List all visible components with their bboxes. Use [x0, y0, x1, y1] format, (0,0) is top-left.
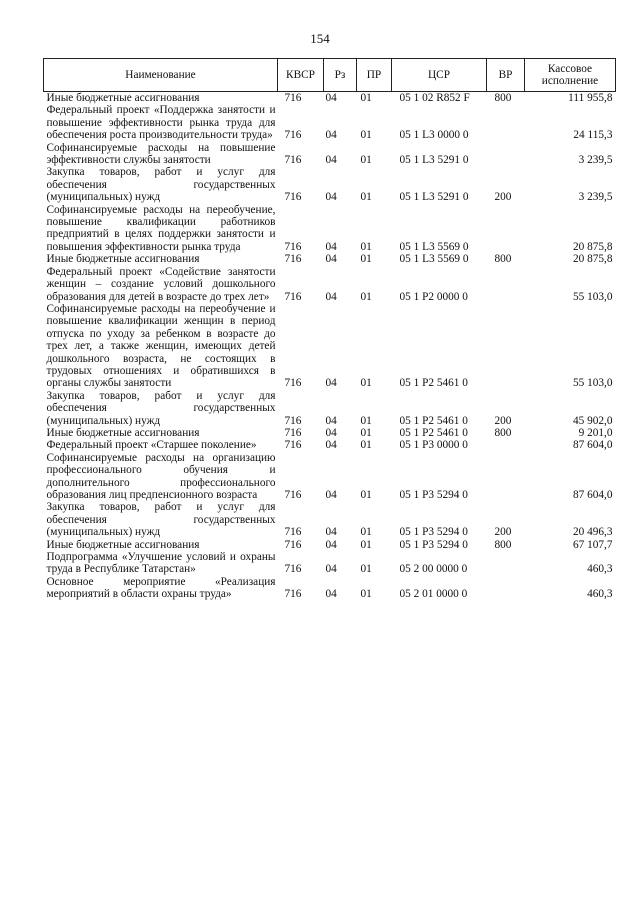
cell-sum: 460,3	[587, 588, 613, 601]
cell-name: Федеральный проект «Поддержка занятости и повышение эффективности рынка труда для обеспечения роста производительности труда»	[46, 104, 276, 142]
cell-vr	[487, 142, 525, 167]
cell-sum: 24 115,3	[573, 129, 613, 142]
cell-name: Софинансируемые расходы на организацию профессионального обучения и дополнительного профессионального образования лиц предпенсионного возраста	[46, 451, 276, 501]
cell-vr	[487, 204, 525, 254]
cell-csr: 05 1 L3 5569 0	[399, 253, 469, 266]
table-row	[44, 439, 616, 451]
cell-name: Закупка товаров, работ и услуг для обеспечения государственных (муниципальных) нужд	[46, 501, 276, 539]
cell-kvsr: 716	[284, 563, 302, 576]
cell-sum: 20 496,3	[572, 526, 613, 539]
cell-pr: 01	[360, 290, 372, 303]
cell-name: Софинансируемые расходы на переобучение, повышение квалификации работников предприятий в целях поддержки занятости и повышения эффективности рынка труда	[46, 203, 276, 253]
cell-vr: 800	[494, 253, 512, 266]
cell-kvsr: 716	[284, 240, 302, 253]
table-row	[44, 166, 616, 203]
cell-rz: 04	[325, 439, 337, 452]
cell-name: Иные бюджетные ассигнования	[46, 426, 200, 439]
cell-sum: 460,3	[587, 563, 613, 576]
cell-csr: 05 1 P2 0000 0	[399, 290, 468, 303]
table-header-row	[44, 59, 616, 92]
table-row	[44, 104, 616, 141]
header-kvsr: КВСР	[278, 59, 324, 92]
cell-kvsr: 716	[284, 439, 302, 452]
cell-vr: 800	[494, 538, 512, 551]
cell-pr: 01	[360, 414, 372, 427]
cell-pr: 01	[360, 489, 372, 501]
header-rz: Рз	[324, 59, 357, 92]
header-name: Наименование	[44, 59, 278, 92]
cell-kvsr: 716	[284, 253, 302, 266]
cell-csr: 05 1 P3 5294 0	[399, 526, 468, 539]
cell-vr	[487, 576, 525, 601]
cell-name: Иные бюджетные ассигнования	[46, 538, 200, 551]
cell-csr: 05 1 P3 5294 0	[399, 538, 468, 551]
cell-pr: 01	[360, 377, 372, 390]
cell-rz: 04	[325, 489, 337, 501]
cell-rz: 04	[325, 253, 337, 266]
cell-kvsr: 716	[284, 489, 302, 501]
cell-rz: 04	[325, 526, 337, 539]
table-row	[44, 576, 616, 601]
cell-name: Закупка товаров, работ и услуг для обеспечения государственных (муниципальных) нужд	[46, 166, 276, 204]
cell-sum: 3 239,5	[578, 191, 613, 204]
cell-name: Иные бюджетные ассигнования	[46, 253, 200, 266]
cell-kvsr: 716	[284, 426, 302, 439]
cell-sum: 87 604,0	[572, 439, 613, 452]
budget-table	[43, 58, 616, 601]
cell-rz: 04	[325, 538, 337, 551]
cell-vr	[487, 104, 525, 141]
cell-rz: 04	[325, 377, 337, 390]
cell-sum: 111 955,8	[568, 92, 613, 104]
cell-csr: 05 1 L3 5291 0	[399, 154, 469, 167]
cell-csr: 05 1 P3 5294 0	[399, 489, 468, 501]
table-row	[44, 539, 616, 551]
cell-sum: 20 875,8	[572, 240, 613, 253]
cell-rz: 04	[325, 563, 337, 576]
header-pr: ПР	[357, 59, 392, 92]
cell-name: Федеральный проект «Старшее поколение»	[46, 439, 257, 452]
cell-pr: 01	[360, 154, 372, 167]
cell-name: Подпрограмма «Улучшение условий и охраны труда в Республике Татарстан»	[46, 551, 276, 576]
table-row	[44, 204, 616, 254]
cell-name: Закупка товаров, работ и услуг для обеспечения государственных (муниципальных) нужд	[46, 389, 276, 427]
cell-name: Софинансируемые расходы на переобучение и повышение квалификации женщин в период отпуска по уходу за ребенком в возрасте до трех лет, а также женщин, имеющих детей дошкольного возраста, не состоящих в трудовых отношениях и обратившихся в органы службы занятости	[46, 302, 276, 390]
cell-sum: 3 239,5	[578, 154, 613, 167]
cell-kvsr: 716	[284, 414, 302, 427]
header-csr: ЦСР	[392, 59, 487, 92]
cell-rz: 04	[325, 426, 337, 439]
cell-name: Софинансируемые расходы на повышение эффективности службы занятости	[46, 141, 276, 167]
cell-sum: 9 201,0	[578, 426, 613, 439]
cell-kvsr: 716	[284, 92, 302, 104]
cell-kvsr: 716	[284, 538, 302, 551]
cell-vr	[487, 452, 525, 502]
cell-rz: 04	[325, 191, 337, 204]
cell-pr: 01	[360, 253, 372, 266]
cell-vr: 200	[494, 191, 512, 204]
cell-kvsr: 716	[284, 154, 302, 167]
cell-vr: 800	[494, 92, 512, 104]
cell-kvsr: 716	[284, 290, 302, 303]
cell-vr	[487, 439, 525, 451]
cell-kvsr: 716	[284, 377, 302, 390]
cell-sum: 20 875,8	[572, 253, 613, 266]
cell-csr: 05 2 00 0000 0	[399, 563, 468, 576]
cell-pr: 01	[360, 191, 372, 204]
cell-vr: 200	[494, 526, 512, 539]
cell-name: Основное мероприятие «Реализация мероприятий в области охраны труда»	[46, 575, 276, 601]
cell-rz: 04	[325, 92, 337, 104]
cell-csr: 05 1 P2 5461 0	[399, 414, 468, 427]
cell-kvsr: 716	[284, 191, 302, 204]
cell-vr: 200	[494, 414, 512, 427]
table-row	[44, 427, 616, 439]
cell-kvsr: 716	[284, 588, 302, 601]
table-row	[44, 303, 616, 390]
table-row	[44, 390, 616, 427]
cell-kvsr: 716	[284, 129, 302, 142]
cell-sum: 45 902,0	[572, 414, 613, 427]
cell-pr: 01	[360, 526, 372, 539]
header-sum: Кассовое исполнение	[525, 59, 616, 92]
cell-rz: 04	[325, 290, 337, 303]
cell-name: Иные бюджетные ассигнования	[46, 92, 200, 104]
cell-csr: 05 1 P3 0000 0	[399, 439, 468, 452]
table-row	[44, 551, 616, 576]
cell-kvsr: 716	[284, 526, 302, 539]
cell-sum: 67 107,7	[572, 538, 613, 551]
cell-csr: 05 1 L3 5569 0	[399, 240, 469, 253]
cell-csr: 05 1 P2 5461 0	[399, 377, 468, 390]
cell-vr: 800	[494, 426, 512, 439]
cell-pr: 01	[360, 426, 372, 439]
cell-vr	[487, 303, 525, 390]
cell-rz: 04	[325, 414, 337, 427]
page-number: 154	[310, 31, 330, 46]
cell-pr: 01	[360, 538, 372, 551]
table-row	[44, 452, 616, 502]
cell-rz: 04	[325, 588, 337, 601]
table-row	[44, 253, 616, 265]
table-row	[44, 266, 616, 303]
cell-rz: 04	[325, 154, 337, 167]
cell-sum: 55 103,0	[572, 377, 613, 390]
table-row	[44, 92, 616, 105]
cell-pr: 01	[360, 129, 372, 142]
cell-pr: 01	[360, 439, 372, 452]
cell-csr: 05 2 01 0000 0	[399, 588, 468, 601]
cell-pr: 01	[360, 588, 372, 601]
cell-csr: 05 1 P2 5461 0	[399, 426, 468, 439]
cell-pr: 01	[360, 240, 372, 253]
cell-csr: 05 1 L3 5291 0	[399, 191, 469, 204]
table-row	[44, 142, 616, 167]
cell-csr: 05 1 L3 0000 0	[399, 129, 469, 142]
cell-rz: 04	[325, 240, 337, 253]
cell-pr: 01	[360, 92, 372, 104]
cell-sum: 87 604,0	[572, 489, 613, 501]
cell-name: Федеральный проект «Содействие занятости женщин – создание условий дошкольного образования для детей в возрасте до трех лет»	[46, 265, 276, 303]
cell-csr: 05 1 02 R852 F	[399, 92, 470, 104]
header-vr: ВР	[487, 59, 525, 92]
cell-pr: 01	[360, 563, 372, 576]
cell-vr	[487, 551, 525, 576]
table-row	[44, 501, 616, 538]
table-body	[44, 92, 616, 601]
cell-rz: 04	[325, 129, 337, 142]
cell-sum: 55 103,0	[572, 290, 613, 303]
cell-vr	[487, 266, 525, 303]
